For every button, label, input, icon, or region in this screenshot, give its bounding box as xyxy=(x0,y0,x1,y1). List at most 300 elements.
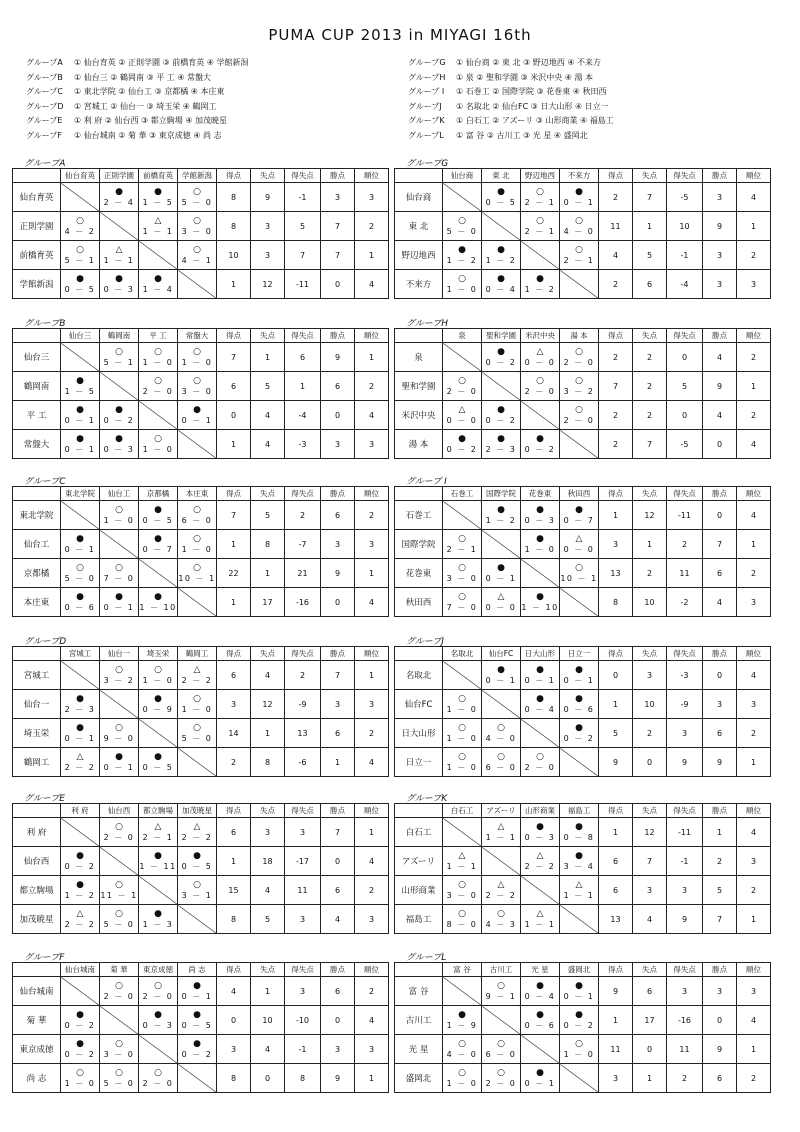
result-mark: ● xyxy=(497,664,505,675)
team-header: 京都橘 xyxy=(139,487,178,501)
match-score: 2 － 0 xyxy=(142,1078,174,1088)
result-mark: ○ xyxy=(115,664,123,675)
result-mark: ● xyxy=(154,751,162,762)
stat-value: 2 xyxy=(599,343,633,372)
stat-value: 5 xyxy=(285,212,321,241)
team-header: 都立駒場 xyxy=(139,804,178,818)
corner-cell xyxy=(395,169,443,183)
stat-value: 1 xyxy=(217,270,251,299)
match-cell xyxy=(61,430,100,459)
stat-value: 0 xyxy=(321,401,355,430)
stat-header: 勝点 xyxy=(321,169,355,183)
stat-value: 7 xyxy=(321,212,355,241)
match-cell xyxy=(560,559,599,588)
match-cell xyxy=(482,183,521,212)
stat-value: -2 xyxy=(667,588,703,617)
stat-header: 得失点 xyxy=(667,963,703,977)
legend-row xyxy=(26,56,249,71)
diagonal-cell xyxy=(482,847,521,876)
row-team-name: 米沢中央 xyxy=(395,401,443,430)
stat-header: 順位 xyxy=(737,169,771,183)
stat-value: 4 xyxy=(251,661,285,690)
match-cell xyxy=(178,818,217,847)
stat-value: 2 xyxy=(667,530,703,559)
match-cell xyxy=(139,977,178,1006)
row-team-name: 都立駒場 xyxy=(13,876,61,905)
team-row xyxy=(13,661,389,690)
stat-value: 0 xyxy=(321,588,355,617)
row-team-name: 日大山形 xyxy=(395,719,443,748)
row-team-name: 古川工 xyxy=(395,1006,443,1035)
stat-value: 3 xyxy=(251,241,285,270)
group-block xyxy=(12,319,388,459)
team-header: 日大山形 xyxy=(521,647,560,661)
stat-value: 1 xyxy=(599,501,633,530)
match-score: 7 － 0 xyxy=(103,573,135,583)
team-row xyxy=(395,1006,771,1035)
result-mark: ○ xyxy=(193,215,201,226)
team-header: 鶴岡工 xyxy=(178,647,217,661)
result-mark: ● xyxy=(536,433,544,444)
result-mark: ○ xyxy=(497,722,505,733)
result-mark: ○ xyxy=(458,1038,466,1049)
match-cell xyxy=(139,690,178,719)
stat-value: 5 xyxy=(667,372,703,401)
row-team-name: 東 北 xyxy=(395,212,443,241)
stat-value: 1 xyxy=(251,343,285,372)
stat-header: 失点 xyxy=(633,647,667,661)
header-row xyxy=(395,963,771,977)
group-title: グループC xyxy=(24,477,66,487)
stat-value: 8 xyxy=(251,748,285,777)
match-cell xyxy=(178,690,217,719)
diagonal-cell xyxy=(443,661,482,690)
match-cell xyxy=(100,559,139,588)
team-header: 湯 本 xyxy=(560,329,599,343)
match-cell xyxy=(443,372,482,401)
match-score: 0 － 3 xyxy=(524,515,556,525)
result-mark: ● xyxy=(154,533,162,544)
match-score: 2 － 2 xyxy=(524,861,556,871)
stat-value: 1 xyxy=(251,719,285,748)
match-cell xyxy=(100,183,139,212)
match-cell xyxy=(482,588,521,617)
diagonal-cell xyxy=(521,1035,560,1064)
match-cell xyxy=(482,748,521,777)
match-cell xyxy=(560,847,599,876)
stat-value: 3 xyxy=(285,977,321,1006)
result-mark: △ xyxy=(76,751,84,762)
match-score: 1 － 2 xyxy=(485,255,517,265)
match-cell xyxy=(560,372,599,401)
stat-value: 1 xyxy=(737,530,771,559)
diagonal-cell xyxy=(139,401,178,430)
result-mark: ○ xyxy=(458,722,466,733)
result-mark: ● xyxy=(76,1038,84,1049)
result-mark: ○ xyxy=(497,1067,505,1078)
team-row xyxy=(13,241,389,270)
group-block xyxy=(12,953,388,1093)
match-score: 4 － 2 xyxy=(64,226,96,236)
match-score: 2 － 2 xyxy=(181,832,213,842)
stat-value: 10 xyxy=(251,1006,285,1035)
match-cell xyxy=(521,430,560,459)
stat-value: 5 xyxy=(633,241,667,270)
stat-value: 2 xyxy=(599,401,633,430)
result-mark: ● xyxy=(575,980,583,991)
result-mark: △ xyxy=(154,821,162,832)
match-cell xyxy=(139,818,178,847)
stat-value: 0 xyxy=(217,1006,251,1035)
stat-value: 9 xyxy=(251,183,285,212)
result-mark: ○ xyxy=(115,879,123,890)
match-cell xyxy=(560,690,599,719)
match-cell xyxy=(61,212,100,241)
match-score: 11 － 1 xyxy=(100,890,138,900)
match-score: 2 － 1 xyxy=(563,255,595,265)
stat-header: 得失点 xyxy=(667,487,703,501)
result-mark: ○ xyxy=(575,375,583,386)
stat-value: 2 xyxy=(633,719,667,748)
stat-value: 3 xyxy=(321,530,355,559)
result-mark: ○ xyxy=(115,504,123,515)
legend-row xyxy=(408,129,614,144)
stat-value: -11 xyxy=(285,270,321,299)
diagonal-cell xyxy=(178,748,217,777)
stat-header: 順位 xyxy=(737,963,771,977)
stat-value: 4 xyxy=(737,1006,771,1035)
team-row xyxy=(395,1064,771,1093)
result-mark: ○ xyxy=(115,821,123,832)
result-mark: ● xyxy=(458,433,466,444)
stat-value: 2 xyxy=(355,501,389,530)
stat-header: 勝点 xyxy=(321,804,355,818)
match-cell xyxy=(521,661,560,690)
corner-cell xyxy=(13,329,61,343)
stat-value: 9 xyxy=(703,1035,737,1064)
team-row xyxy=(13,430,389,459)
stat-value: 4 xyxy=(737,430,771,459)
stat-value: 9 xyxy=(321,343,355,372)
row-team-name: 本庄東 xyxy=(13,588,61,617)
match-score: 0 － 5 xyxy=(181,1020,213,1030)
stat-value: -11 xyxy=(667,818,703,847)
team-row xyxy=(395,430,771,459)
row-team-name: 正則学園 xyxy=(13,212,61,241)
result-mark: ● xyxy=(536,664,544,675)
team-header: 白石工 xyxy=(443,804,482,818)
match-cell xyxy=(482,559,521,588)
team-header: 花巻東 xyxy=(521,487,560,501)
stat-value: 11 xyxy=(667,559,703,588)
match-cell xyxy=(139,1064,178,1093)
group-title: グループL xyxy=(406,953,447,963)
stat-value: 2 xyxy=(633,401,667,430)
result-mark: ● xyxy=(536,821,544,832)
stat-header: 得点 xyxy=(599,647,633,661)
match-cell xyxy=(560,977,599,1006)
stat-value: 1 xyxy=(355,661,389,690)
match-cell xyxy=(482,1035,521,1064)
result-mark: ● xyxy=(497,562,505,573)
match-score: 0 － 3 xyxy=(103,284,135,294)
stat-value: 8 xyxy=(251,530,285,559)
stat-value: 3 xyxy=(737,977,771,1006)
match-cell xyxy=(100,719,139,748)
match-cell xyxy=(443,847,482,876)
legend-group-label: グループD xyxy=(26,101,64,111)
match-cell xyxy=(443,430,482,459)
result-mark: ● xyxy=(536,693,544,704)
stat-value: 6 xyxy=(321,876,355,905)
stat-value: 3 xyxy=(321,430,355,459)
stat-value: 3 xyxy=(599,530,633,559)
result-mark: ● xyxy=(497,433,505,444)
diagonal-cell xyxy=(139,1035,178,1064)
match-score: 3 － 2 xyxy=(563,386,595,396)
team-header: 常盤大 xyxy=(178,329,217,343)
stat-value: 7 xyxy=(703,905,737,934)
match-score: 1 － 0 xyxy=(446,704,478,714)
legend-group-label: グループB xyxy=(26,72,63,82)
team-row xyxy=(13,748,389,777)
stat-value: 1 xyxy=(599,818,633,847)
match-cell xyxy=(61,588,100,617)
match-score: 0 － 3 xyxy=(524,832,556,842)
stat-value: 0 xyxy=(251,1064,285,1093)
match-score: 1 － 3 xyxy=(142,919,174,929)
diagonal-cell xyxy=(61,501,100,530)
corner-cell xyxy=(13,963,61,977)
result-mark: ○ xyxy=(497,980,505,991)
result-mark: ● xyxy=(154,908,162,919)
match-score: 1 － 9 xyxy=(446,1020,478,1030)
row-team-name: アズーリ xyxy=(395,847,443,876)
stat-value: 8 xyxy=(217,905,251,934)
stat-header: 勝点 xyxy=(703,329,737,343)
result-mark: ● xyxy=(497,244,505,255)
stat-value: 4 xyxy=(321,905,355,934)
stat-value: 0 xyxy=(217,401,251,430)
result-mark: ● xyxy=(76,433,84,444)
match-score: 2 － 2 xyxy=(485,890,517,900)
standings-table xyxy=(394,646,771,777)
diagonal-cell xyxy=(178,588,217,617)
match-score: 1 － 0 xyxy=(142,444,174,454)
match-cell xyxy=(100,977,139,1006)
stat-value: 2 xyxy=(355,372,389,401)
team-row xyxy=(13,559,389,588)
match-score: 10 － 1 xyxy=(178,573,216,583)
match-score: 0 － 0 xyxy=(446,415,478,425)
match-score: 5 － 0 xyxy=(64,573,96,583)
header-row xyxy=(395,169,771,183)
diagonal-cell xyxy=(139,719,178,748)
match-cell xyxy=(521,905,560,934)
stat-value: 4 xyxy=(633,905,667,934)
stat-value: 1 xyxy=(633,530,667,559)
legend-teams: ① 仙台商 ② 東 北 ③ 野辺地西 ④ 不来方 xyxy=(456,58,602,67)
match-score: 2 － 0 xyxy=(142,386,174,396)
match-score: 9 － 1 xyxy=(485,991,517,1001)
team-row xyxy=(13,1006,389,1035)
stat-value: 7 xyxy=(633,183,667,212)
diagonal-cell xyxy=(443,818,482,847)
result-mark: ○ xyxy=(458,1067,466,1078)
stat-header: 得失点 xyxy=(667,169,703,183)
match-cell xyxy=(443,559,482,588)
stat-header: 勝点 xyxy=(703,487,737,501)
stat-value: 7 xyxy=(321,661,355,690)
result-mark: ○ xyxy=(115,908,123,919)
stat-header: 順位 xyxy=(737,804,771,818)
match-score: 5 － 1 xyxy=(64,255,96,265)
header-row xyxy=(13,487,389,501)
match-score: 0 － 4 xyxy=(485,284,517,294)
row-team-name: 日立一 xyxy=(395,748,443,777)
result-mark: △ xyxy=(536,850,544,861)
result-mark: ● xyxy=(575,722,583,733)
stat-value: 3 xyxy=(599,1064,633,1093)
stat-value: 7 xyxy=(217,501,251,530)
stat-value: 1 xyxy=(737,372,771,401)
stat-value: 3 xyxy=(355,430,389,459)
stat-value: 10 xyxy=(633,588,667,617)
match-cell xyxy=(100,430,139,459)
match-cell xyxy=(139,270,178,299)
match-cell xyxy=(482,661,521,690)
match-score: 2 － 1 xyxy=(524,226,556,236)
match-cell xyxy=(178,212,217,241)
team-header: 不来方 xyxy=(560,169,599,183)
legend-group-label: グループG xyxy=(408,58,446,67)
stat-header: 勝点 xyxy=(703,169,737,183)
team-header: 山形商業 xyxy=(521,804,560,818)
diagonal-cell xyxy=(178,905,217,934)
match-cell xyxy=(560,183,599,212)
stat-value: 17 xyxy=(251,588,285,617)
diagonal-cell xyxy=(139,876,178,905)
standings-table xyxy=(394,962,771,1093)
row-team-name: 泉 xyxy=(395,343,443,372)
stat-value: 3 xyxy=(703,183,737,212)
standings-table xyxy=(394,803,771,934)
match-cell xyxy=(100,661,139,690)
result-mark: ○ xyxy=(536,215,544,226)
result-mark: △ xyxy=(76,908,84,919)
diagonal-cell xyxy=(521,719,560,748)
stat-header: 勝点 xyxy=(703,963,737,977)
result-mark: ● xyxy=(76,879,84,890)
stat-value: -6 xyxy=(285,748,321,777)
stat-value: 0 xyxy=(321,270,355,299)
match-cell xyxy=(178,1006,217,1035)
stat-header: 順位 xyxy=(355,804,389,818)
match-cell xyxy=(560,818,599,847)
stat-value: 3 xyxy=(321,183,355,212)
team-header: 米沢中央 xyxy=(521,329,560,343)
stat-value: 7 xyxy=(321,818,355,847)
team-row xyxy=(13,847,389,876)
match-cell xyxy=(61,748,100,777)
group-title: グループB xyxy=(24,319,66,329)
stat-value: 4 xyxy=(251,1035,285,1064)
match-score: 0 － 0 xyxy=(485,602,517,612)
diagonal-cell xyxy=(61,183,100,212)
match-score: 1 － 0 xyxy=(524,544,556,554)
match-score: 1 － 0 xyxy=(103,515,135,525)
stat-value: 4 xyxy=(737,183,771,212)
stat-header: 得失点 xyxy=(667,647,703,661)
result-mark: ○ xyxy=(193,244,201,255)
result-mark: ○ xyxy=(154,375,162,386)
stat-value: 3 xyxy=(355,1035,389,1064)
stat-value: 2 xyxy=(737,343,771,372)
result-mark: ○ xyxy=(458,273,466,284)
group-title: グループE xyxy=(24,794,65,804)
group-block xyxy=(394,159,770,299)
team-row xyxy=(395,372,771,401)
result-mark: ● xyxy=(193,1038,201,1049)
match-cell xyxy=(61,690,100,719)
stat-value: 1 xyxy=(285,372,321,401)
stat-value: 4 xyxy=(737,661,771,690)
result-mark: ○ xyxy=(193,375,201,386)
stat-value: 3 xyxy=(285,818,321,847)
match-score: 6 － 0 xyxy=(485,1049,517,1059)
match-cell xyxy=(521,588,560,617)
stat-value: 7 xyxy=(285,241,321,270)
match-score: 0 － 2 xyxy=(64,861,96,871)
match-cell xyxy=(61,401,100,430)
match-score: 0 － 1 xyxy=(524,1078,556,1088)
result-mark: △ xyxy=(497,879,505,890)
match-score: 0 － 1 xyxy=(181,991,213,1001)
match-cell xyxy=(521,847,560,876)
match-score: 0 － 1 xyxy=(64,444,96,454)
page-title: PUMA CUP 2013 in MIYAGI 16th xyxy=(268,26,532,44)
match-cell xyxy=(482,719,521,748)
stat-header: 得点 xyxy=(599,169,633,183)
team-row xyxy=(13,1064,389,1093)
legend-teams: ① 利 府 ② 仙台西 ③ 都立駒場 ④ 加茂暁星 xyxy=(74,116,228,125)
legend-teams: ① 泉 ② 聖和学園 ③ 米沢中央 ④ 湯 本 xyxy=(456,72,594,82)
stat-value: -3 xyxy=(667,661,703,690)
match-cell xyxy=(521,1006,560,1035)
result-mark: △ xyxy=(575,879,583,890)
result-mark: ○ xyxy=(458,215,466,226)
diagonal-cell xyxy=(560,270,599,299)
row-team-name: 名取北 xyxy=(395,661,443,690)
legend-teams: ① 仙台三 ② 鶴岡南 ③ 平 工 ④ 常盤大 xyxy=(74,72,212,82)
stat-value: 22 xyxy=(217,559,251,588)
match-score: 9 － 0 xyxy=(103,733,135,743)
match-cell xyxy=(443,1064,482,1093)
result-mark: ○ xyxy=(575,562,583,573)
legend-row xyxy=(26,100,249,115)
stat-value: 0 xyxy=(703,661,737,690)
match-score: 0 － 5 xyxy=(181,861,213,871)
standings-table xyxy=(394,328,771,459)
stat-header: 得失点 xyxy=(285,647,321,661)
row-team-name: 仙台三 xyxy=(13,343,61,372)
legend-group-label: グループA xyxy=(26,58,63,67)
result-mark: △ xyxy=(115,244,123,255)
stat-value: 2 xyxy=(633,372,667,401)
stat-value: 8 xyxy=(217,183,251,212)
match-score: 1 － 0 xyxy=(563,1049,595,1059)
match-score: 1 － 10 xyxy=(521,602,559,612)
